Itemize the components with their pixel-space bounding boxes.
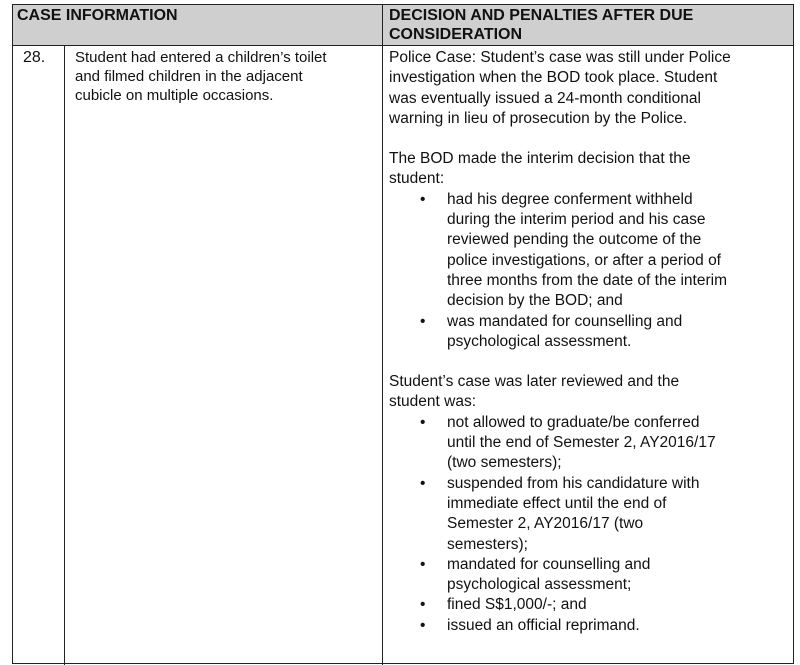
bullet-icon: • [420, 413, 426, 431]
list-item-line: until the end of Semester 2, AY2016/17 [447, 434, 716, 452]
list-item [420, 474, 789, 555]
list-item-line: was mandated for counselling and [447, 312, 683, 330]
list-item-line: (two semesters); [447, 454, 562, 472]
list-item-line: reviewed pending the outcome of the [447, 231, 702, 249]
bullet-icon: • [420, 616, 426, 634]
list-item [420, 595, 789, 615]
paragraph-line: Police Case: Student’s case was still under Police [389, 49, 731, 66]
case-number: 28. [13, 45, 65, 665]
list-item-line: Semester 2, AY2016/17 (two [447, 515, 644, 533]
paragraph-line: student: [389, 170, 445, 188]
list-item-line: three months from the date of the interim [447, 271, 727, 289]
list-item-line: suspended from his candidature with [447, 474, 700, 492]
list-item-line: immediate effect until the end of [447, 494, 667, 512]
header-case-information: CASE INFORMATION [13, 5, 383, 45]
list-item-line: psychological assessment. [447, 332, 632, 350]
review-bullet-list [389, 413, 789, 636]
paragraph-line: student was: [389, 393, 477, 411]
case-table [12, 4, 794, 664]
review-intro-paragraph [389, 372, 789, 413]
list-item [420, 312, 789, 353]
header-decision-line: DECISION AND PENALTIES AFTER DUE [389, 7, 694, 24]
paragraph-line: investigation when the BOD took place. Student [389, 69, 718, 87]
case-text-line: and filmed children in the adjacent [75, 68, 303, 85]
list-item [420, 190, 789, 312]
list-item-line: during the interim period and his case [447, 211, 706, 229]
header-decision [383, 5, 793, 46]
list-item-line: not allowed to graduate/be conferred [447, 413, 700, 431]
case-information-cell [65, 45, 383, 665]
list-item [420, 413, 789, 474]
interim-intro-paragraph [389, 149, 789, 190]
list-item-line: police investigations, or after a period of [447, 251, 721, 269]
case-text-line: Student had entered a children’s toilet [75, 49, 327, 66]
list-item-line: fined S$1,000/-; and [447, 596, 587, 614]
bullet-icon: • [420, 190, 426, 208]
list-item-line: psychological assessment; [447, 576, 632, 594]
list-item-line: mandated for counselling and [447, 555, 651, 573]
police-case-paragraph [389, 48, 789, 129]
list-item-line: issued an official reprimand. [447, 616, 640, 634]
list-item [420, 616, 789, 636]
decision-cell [383, 45, 793, 636]
bullet-icon: • [420, 474, 426, 492]
interim-bullet-list [389, 190, 789, 352]
bullet-icon: • [420, 312, 426, 330]
header-decision-line: CONSIDERATION [389, 26, 523, 43]
bullet-icon: • [420, 555, 426, 573]
paragraph-line: was eventually issued a 24-month conditional [389, 89, 701, 107]
list-item-line: decision by the BOD; and [447, 292, 623, 310]
table-header-row [13, 5, 793, 46]
list-item-line: semesters); [447, 535, 528, 553]
paragraph-line: warning in lieu of prosecution by the Police. [389, 109, 688, 127]
list-item-line: had his degree conferment withheld [447, 190, 693, 208]
list-item [420, 555, 789, 596]
case-text-line: cubicle on multiple occasions. [75, 87, 274, 104]
paragraph-line: Student’s case was later reviewed and the [389, 373, 680, 391]
paragraph-line: The BOD made the interim decision that the [389, 150, 691, 168]
bullet-icon: • [420, 596, 426, 614]
